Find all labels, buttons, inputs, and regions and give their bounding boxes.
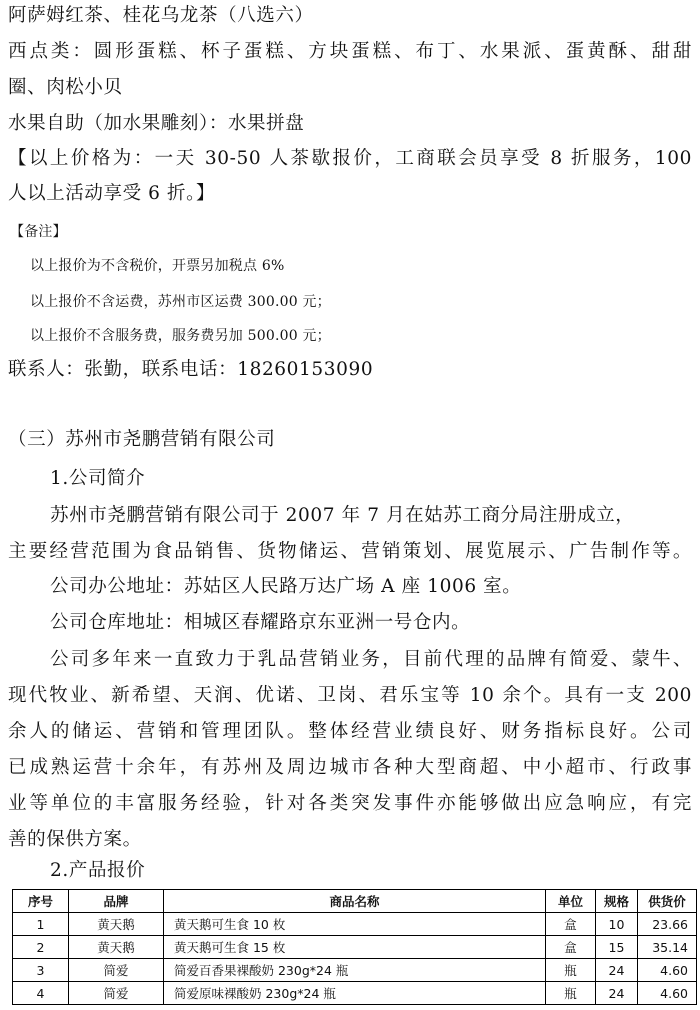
cell-price: 4.60: [638, 982, 697, 1005]
intro-para-1-line-1: 苏州市尧鹏营销有限公司于 2007 年 7 月在姑苏工商分局注册成立，: [50, 505, 635, 526]
pastry-line-1: 西点类：圆形蛋糕、杯子蛋糕、方块蛋糕、布丁、水果派、蛋黄酥、甜甜: [8, 41, 692, 62]
header-product: 商品名称: [164, 890, 546, 913]
cell-spec: 24: [596, 959, 638, 982]
office-address: 公司办公地址：苏姑区人民路万达广场 A 座 1006 室。: [50, 576, 522, 597]
warehouse-address: 公司仓库地址：相城区春耀路京东亚洲一号仓内。: [50, 612, 471, 633]
cell-spec: 24: [596, 982, 638, 1005]
cell-brand: 黄天鹅: [69, 913, 164, 936]
cell-price: 35.14: [638, 936, 697, 959]
intro-para-1-line-2: 主要经营范围为食品销售、货物储运、营销策划、展览展示、广告制作等。: [8, 541, 692, 562]
price-title: 2.产品报价: [50, 860, 146, 881]
notes-title: 【备注】: [10, 224, 67, 240]
tea-line: 阿萨姆红茶、桂花乌龙茶（八选六）: [8, 5, 314, 26]
table-row: [13, 982, 697, 1005]
note-item: 以上报价不含运费，苏州市区运费 300.00 元；: [30, 294, 331, 310]
intro-para-2-line: 已成熟运营十余年，有苏州及周边城市各种大型商超、中小超市、行政事: [8, 757, 692, 778]
cell-unit: 瓶: [546, 959, 596, 982]
cell-index: 4: [13, 982, 69, 1005]
intro-para-2-line: 善的保供方案。: [8, 829, 142, 850]
pastry-line-2: 圈、肉松小贝: [8, 77, 123, 98]
cell-product: 简爱原味裸酸奶 230g*24 瓶: [164, 982, 546, 1005]
intro-title: 1.公司简介: [50, 468, 146, 489]
cell-product: 简爱百香果裸酸奶 230g*24 瓶: [164, 959, 546, 982]
cell-unit: 盒: [546, 913, 596, 936]
header-brand: 品牌: [69, 890, 164, 913]
cell-unit: 盒: [546, 936, 596, 959]
intro-para-2-line: 公司多年来一直致力于乳品营销业务，目前代理的品牌有简爱、蒙牛、: [50, 649, 692, 670]
cell-index: 1: [13, 913, 69, 936]
header-unit: 单位: [546, 890, 596, 913]
price-line-2: 人以上活动享受 6 折。】: [8, 183, 216, 204]
cell-brand: 简爱: [69, 982, 164, 1005]
table-row: [13, 913, 697, 936]
header-spec: 规格: [596, 890, 638, 913]
cell-product: 黄天鹅可生食 15 枚: [164, 936, 546, 959]
cell-price: 4.60: [638, 959, 697, 982]
intro-para-2-line: 现代牧业、新希望、天润、优诺、卫岗、君乐宝等 10 余个。具有一支 200: [8, 685, 692, 706]
cell-index: 3: [13, 959, 69, 982]
cell-price: 23.66: [638, 913, 697, 936]
note-item: 以上报价为不含税价，开票另加税点 6%: [30, 258, 285, 274]
table-header-row: [13, 890, 697, 913]
header-index: 序号: [13, 890, 69, 913]
cell-unit: 瓶: [546, 982, 596, 1005]
cell-brand: 黄天鹅: [69, 936, 164, 959]
cell-brand: 简爱: [69, 959, 164, 982]
table-row: [13, 959, 697, 982]
table-row: [13, 936, 697, 959]
cell-spec: 10: [596, 913, 638, 936]
cell-index: 2: [13, 936, 69, 959]
price-table: [12, 889, 696, 1005]
note-item: 以上报价不含服务费，服务费另加 500.00 元；: [30, 328, 331, 344]
intro-para-2-line: 余人的储运、营销和管理团队。整体经营业绩良好、财务指标良好。公司: [8, 721, 692, 742]
intro-para-2-line: 业等单位的丰富服务经验，针对各类突发事件亦能够做出应急响应，有完: [8, 793, 692, 814]
cell-product: 黄天鹅可生食 10 枚: [164, 913, 546, 936]
contact-line: 联系人：张勤，联系电话：18260153090: [8, 359, 374, 380]
header-price: 供货价: [638, 890, 697, 913]
section-heading: （三）苏州市尧鹏营销有限公司: [8, 429, 276, 450]
price-line-1: 【以上价格为：一天 30-50 人茶歇报价，工商联会员享受 8 折服务，100: [8, 148, 692, 169]
fruit-line: 水果自助（加水果雕刻）：水果拼盘: [8, 113, 305, 134]
cell-spec: 15: [596, 936, 638, 959]
